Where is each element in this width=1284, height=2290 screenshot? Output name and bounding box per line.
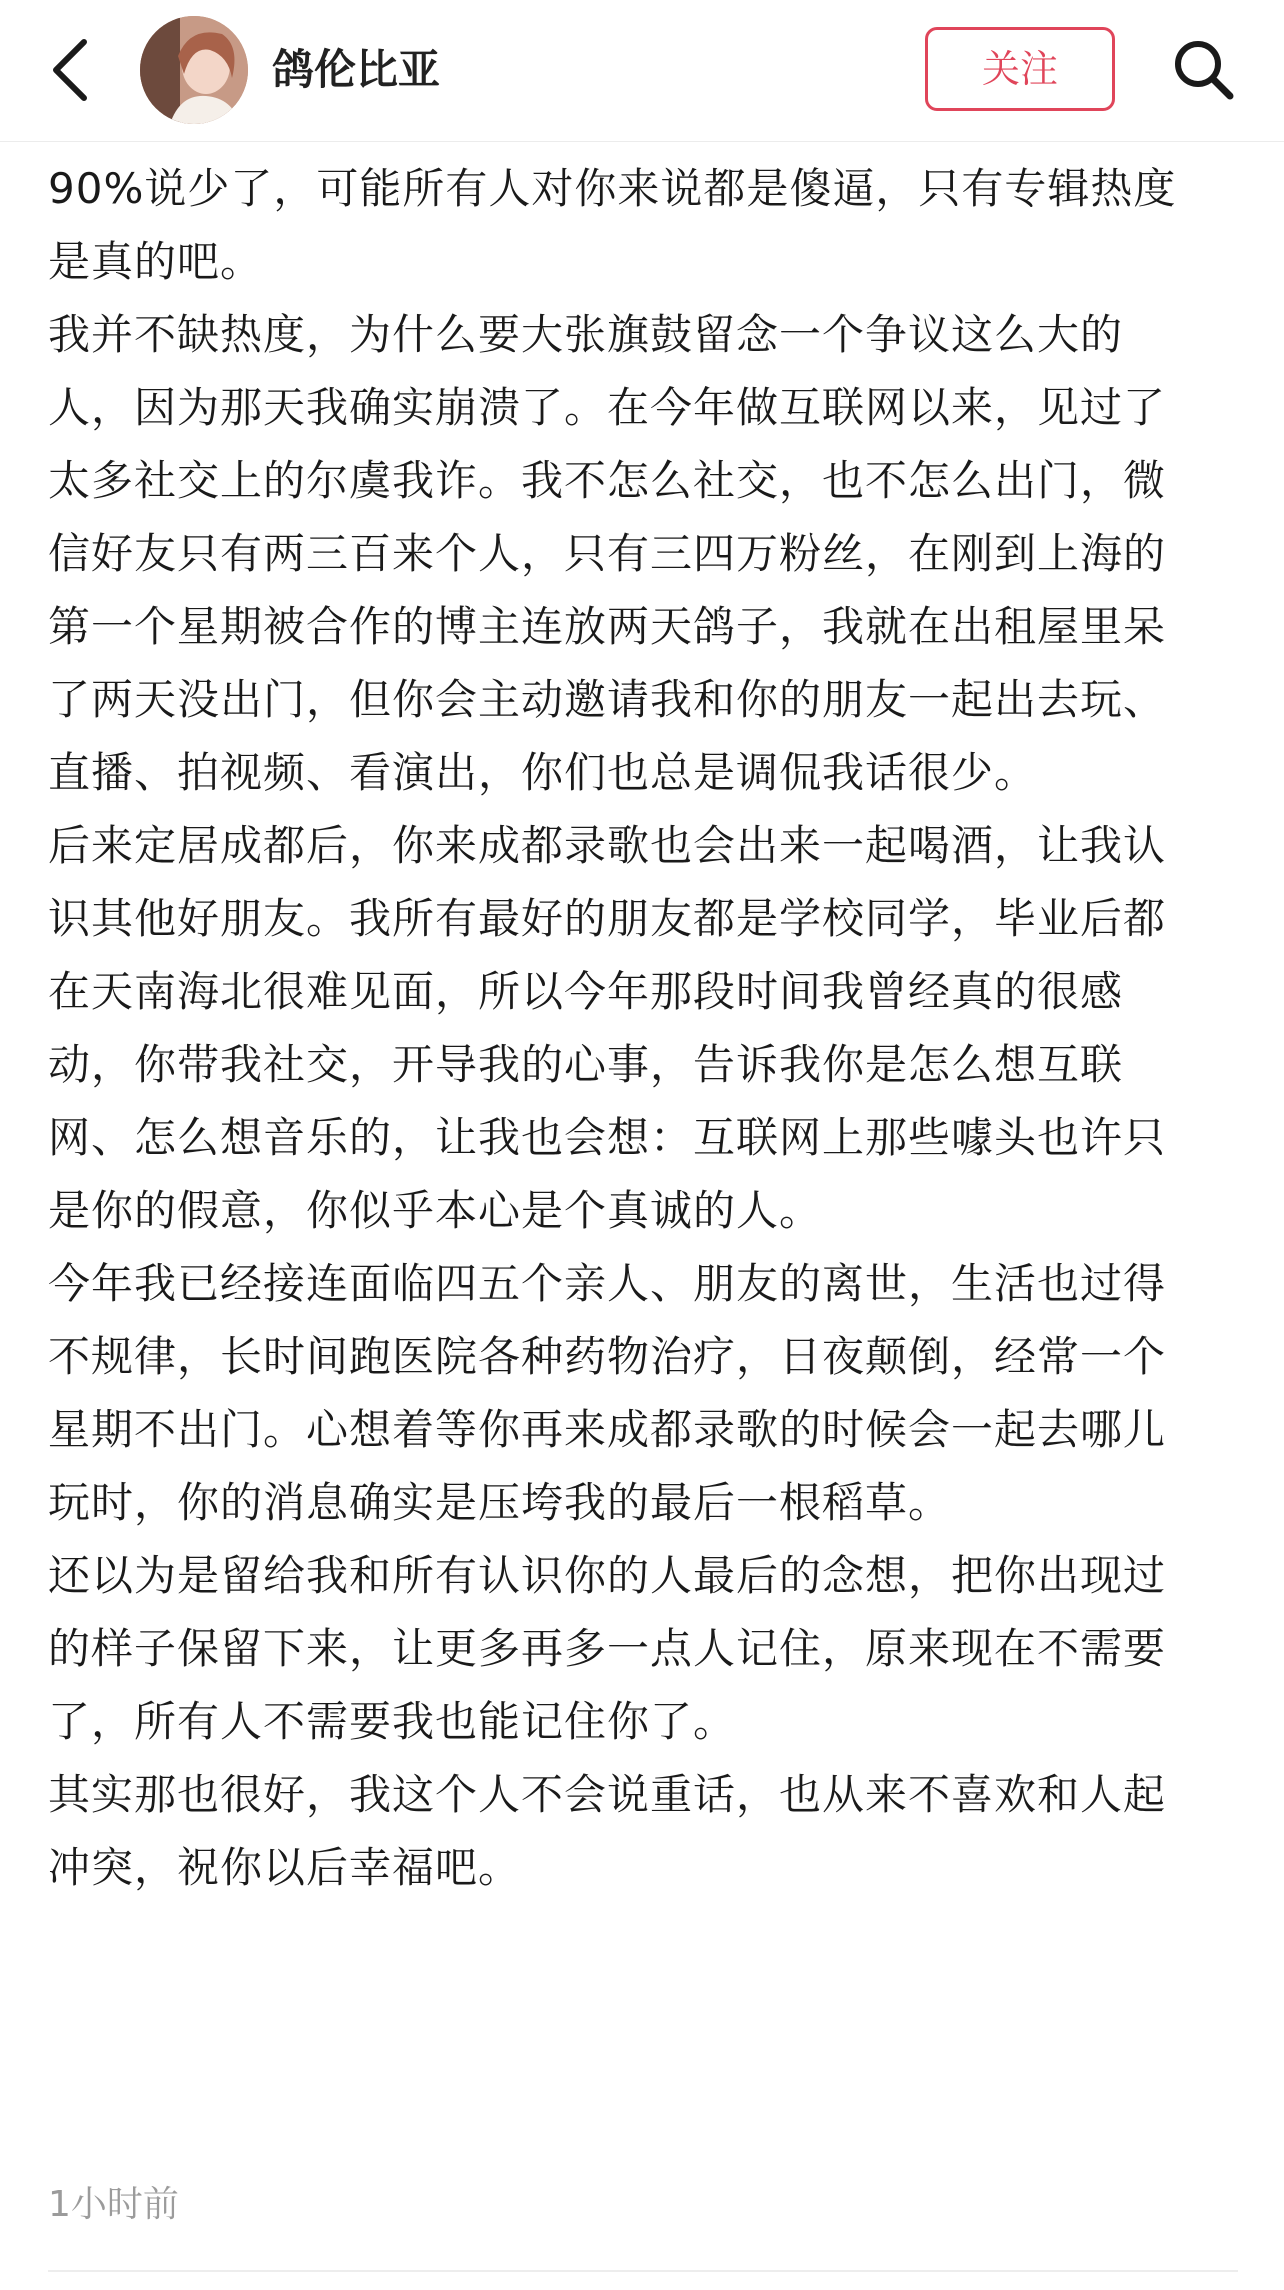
avatar-portrait-icon xyxy=(140,16,248,124)
search-button[interactable] xyxy=(1168,34,1240,106)
follow-button[interactable]: 关注 xyxy=(925,27,1115,111)
top-nav-bar xyxy=(0,0,1284,142)
post-paragraph: 后来定居成都后，你来成都录歌也会出来一起喝酒，让我认识其他好朋友。我所有最好的朋友都是学校同学，毕业后都在天南海北很难见面，所以今年那段时间我曾经真的很感动，你带我社交，开导我的心事，告诉我你是怎么想互联网、怎么想音乐的，让我也会想：互联网上那些噱头也许只是你的假意，你似乎本心是个真诚的人。 xyxy=(48,821,1167,1235)
back-button[interactable] xyxy=(44,32,104,108)
user-name[interactable]: 鸽伦比亚 xyxy=(272,45,441,94)
post-paragraph: 还以为是留给我和所有认识你的人最后的念想，把你出现过的样子保留下来，让更多再多一点人记住，原来现在不需要了，所有人不需要我也能记住你了。 xyxy=(48,1551,1167,1746)
post-body xyxy=(48,152,1208,1904)
divider xyxy=(48,2270,1238,2272)
post-paragraph: 今年我已经接连面临四五个亲人、朋友的离世，生活也过得不规律，长时间跑医院各种药物治疗，日夜颠倒，经常一个星期不出门。心想着等你再来成都录歌的时候会一起去哪儿玩时，你的消息确实是压垮我的最后一根稻草。 xyxy=(48,1259,1167,1527)
post-paragraph: 其实那也很好，我这个人不会说重话，也从来不喜欢和人起冲突，祝你以后幸福吧。 xyxy=(48,1770,1167,1892)
post-paragraph: 90%说少了，可能所有人对你来说都是傻逼，只有专辑热度是真的吧。 xyxy=(48,164,1177,286)
chevron-left-icon xyxy=(44,32,104,108)
search-icon xyxy=(1168,34,1240,106)
post-paragraph: 我并不缺热度，为什么要大张旗鼓留念一个争议这么大的人，因为那天我确实崩溃了。在今年做互联网以来，见过了太多社交上的尔虞我诈。我不怎么社交，也不怎么出门，微信好友只有两三百来个人，只有三四万粉丝，在刚到上海的第一个星期被合作的博主连放两天鸽子，我就在出租屋里呆了两天没出门，但你会主动邀请我和你的朋友一起出去玩、直播、拍视频、看演出，你们也总是调侃我话很少。 xyxy=(48,310,1167,797)
post-timestamp: 1小时前 xyxy=(48,2184,179,2225)
avatar[interactable] xyxy=(140,16,248,124)
